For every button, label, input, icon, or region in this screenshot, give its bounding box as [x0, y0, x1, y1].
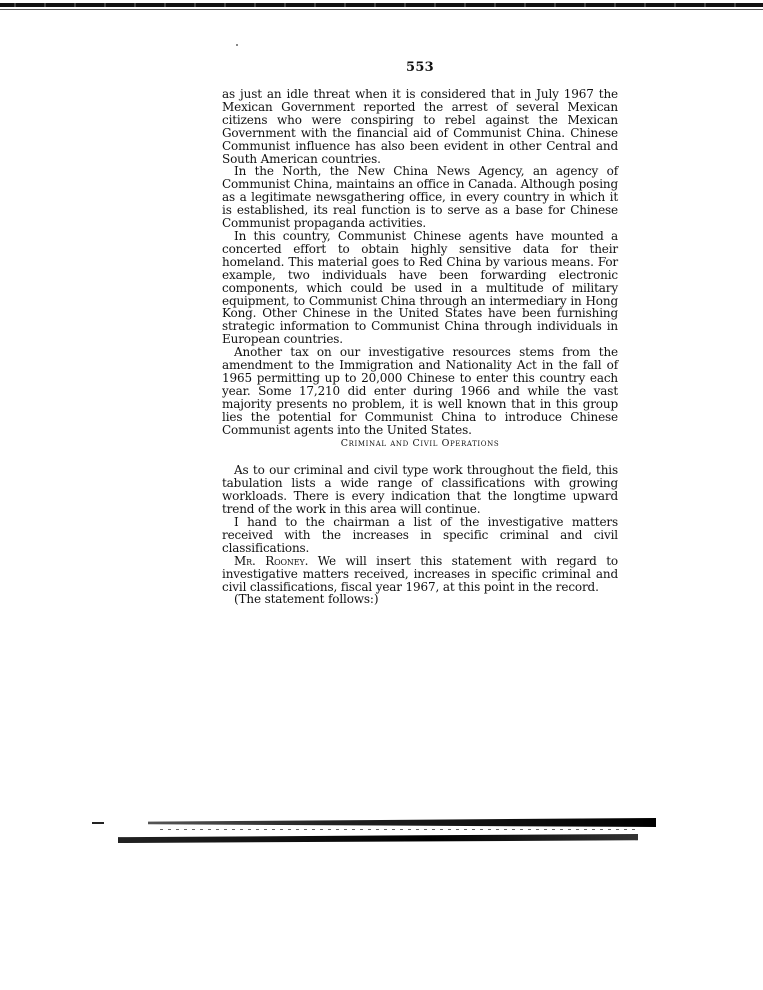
- section-heading: Criminal and Civil Operations: [340, 438, 500, 450]
- paragraph-espionage: In this country, Communist Chinese agents have mounted a concerted effort to obtain highly sensitive data for their homeland. This material goes to Red China by various means. For example, two individuals have been forwarding electronic components, which could be used in a multitude of military equipment, to Communist China through an intermediary in Hong Kong. Other Chinese in the United States have been furnishing strategic information to Communist China through individuals in European countries.: [222, 228, 618, 347]
- scan-smear-lower: [118, 834, 638, 843]
- paragraph-canada: In the North, the New China News Agency, an agency of Communist China, maintains an office in Canada. Although posing as a legitimate newsgathering office, in every country in which it is established, its real function is to serve as a base for Chinese Communist propaganda activities.: [222, 164, 618, 231]
- page-number: 553: [405, 60, 435, 75]
- speaker-name: Mr. Rooney.: [234, 553, 309, 568]
- paragraph-rooney: [222, 555, 618, 594]
- top-scan-border-thin: [0, 9, 763, 10]
- speaker-statement: We will insert this statement with regard to investigative matters received, increases in specific criminal and civil classifications, fiscal year 1967, at this point in the record.: [222, 553, 618, 594]
- statement-follows: (The statement follows:): [234, 592, 379, 607]
- scan-mark: [92, 822, 104, 824]
- paragraph-immigration: Another tax on our investigative resources stems from the amendment to the Immigration and Nationality Act in the fall of 1965 permitting up to 20,000 Chinese to enter this country each year. Some 17,210 did enter during 1966 and while the vast majority presents no problem, it is well known that in this group lies the potential for Communist China to introduce Chinese Communist agents into the United States.: [222, 345, 618, 437]
- body-text: [222, 88, 618, 606]
- paragraph-mexico: as just an idle threat when it is considered that in July 1967 the Mexican Government reported the arrest of several Mexican citizens who were conspiring to rebel against the Mexican Government with the financial aid of Communist China. Chinese Communist influence has also been evident in other Central and South American countries.: [222, 87, 618, 166]
- top-scan-border: [0, 3, 763, 7]
- paragraph-chairman-list: I hand to the chairman a list of the investigative matters received with the increases in specific criminal and civil classifications.: [222, 515, 618, 555]
- scan-speck: [236, 44, 238, 46]
- paragraph-criminal-civil: As to our criminal and civil type work throughout the field, this tabulation lists a wide range of classifications with growing workloads. There is every indication that the longtime upward trend of the work in this area will continue.: [222, 463, 618, 517]
- scan-smear-dots: [160, 829, 640, 830]
- scan-smear-upper: [148, 818, 656, 827]
